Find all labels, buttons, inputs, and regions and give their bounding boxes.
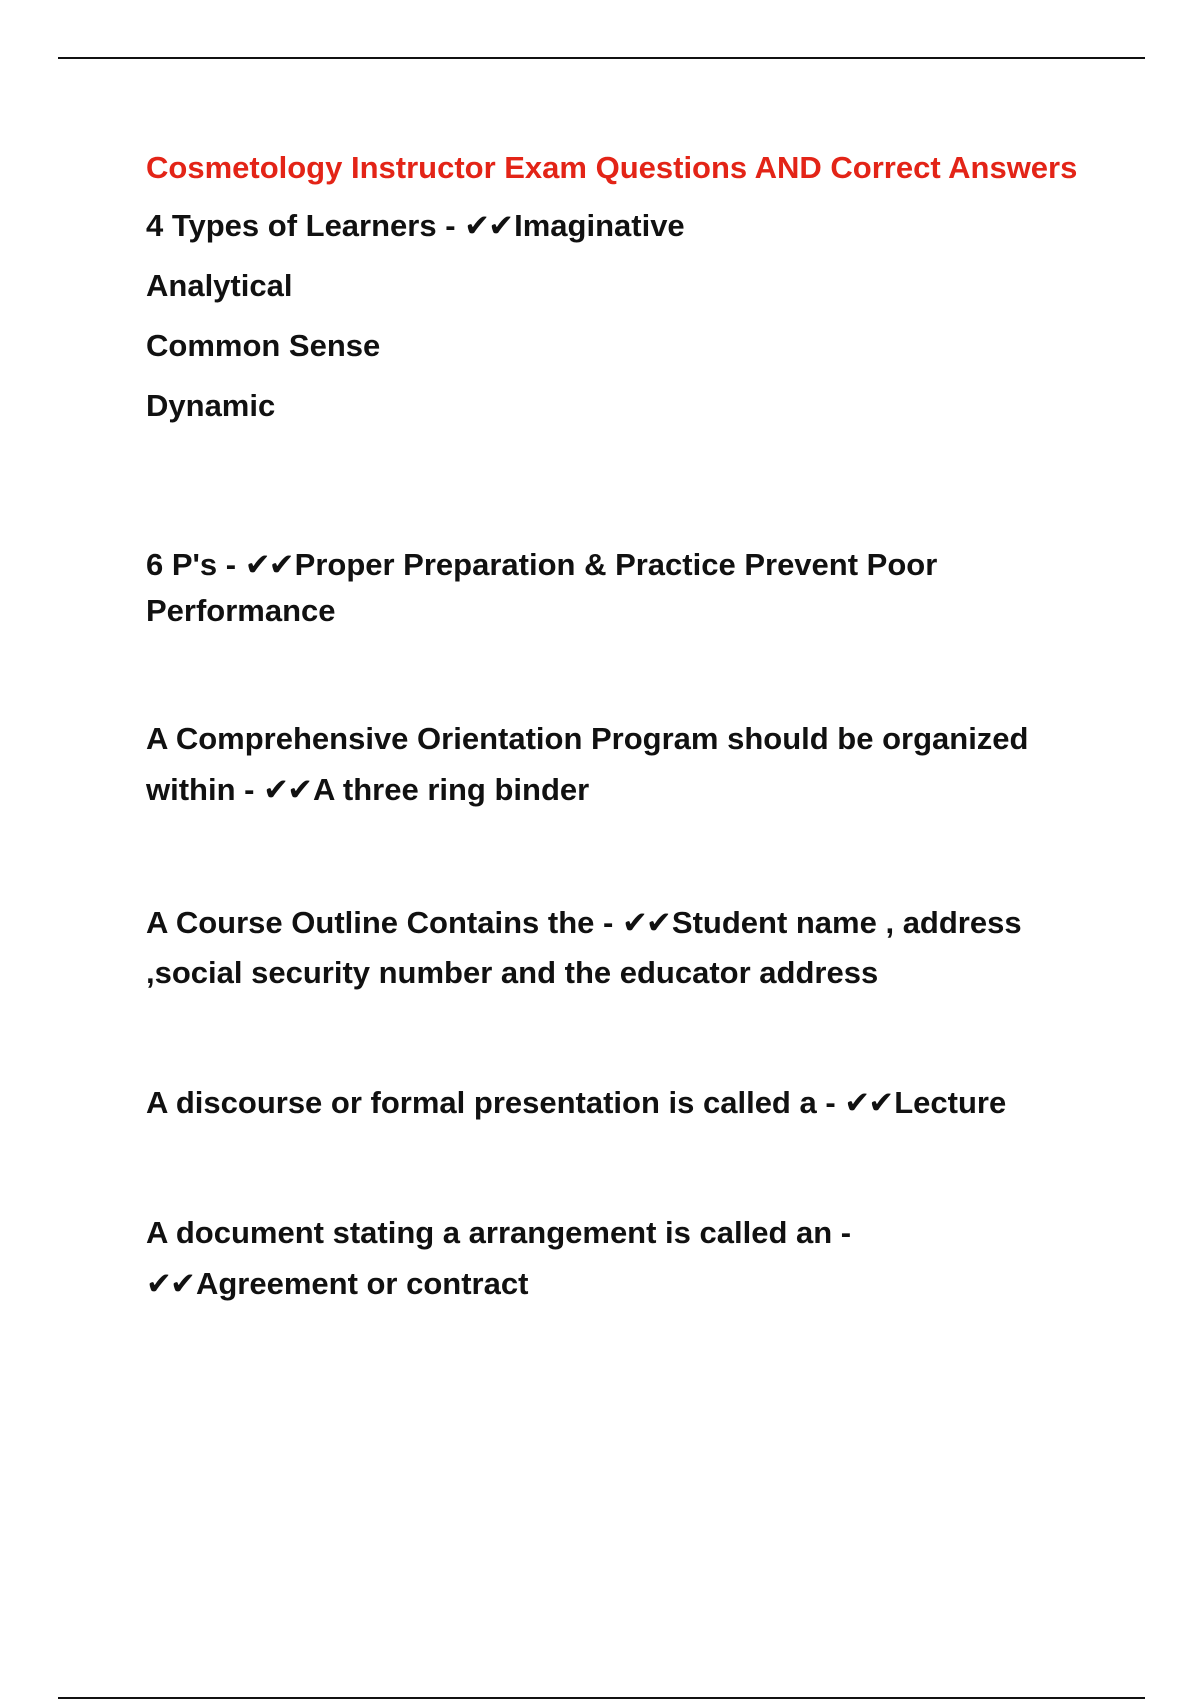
qa-line (146, 1258, 1076, 1310)
qa-item-course-outline (146, 898, 1076, 997)
qa-item-six-ps (146, 542, 1076, 634)
qa-line (146, 196, 1076, 256)
answer-line: Analytical (146, 268, 293, 303)
double-check-icon: ✔✔ (844, 1085, 893, 1121)
answer-line: ,social security number and the educator address (146, 955, 879, 990)
answer-line: Dynamic (146, 388, 276, 423)
qa-item-lecture (146, 1081, 1076, 1125)
answer-text: Proper Preparation & Practice Prevent Poor (294, 547, 938, 582)
answer-text: Student name , address (671, 905, 1022, 940)
document-title: Cosmetology Instructor Exam Questions AND Correct Answers (146, 150, 1078, 185)
top-rule (58, 57, 1145, 59)
qa-line (146, 1081, 1076, 1125)
question-text: A Course Outline Contains the - (146, 905, 622, 940)
qa-item-learner-types (146, 196, 1076, 436)
double-check-icon: ✔✔ (244, 547, 293, 583)
qa-line (146, 898, 1076, 948)
question-line: A document stating a arrangement is called an - (146, 1215, 852, 1250)
question-text: 4 Types of Learners - (146, 208, 465, 243)
answer-text: Lecture (894, 1085, 1007, 1120)
answer-line: Common Sense (146, 328, 381, 363)
double-check-icon: ✔✔ (464, 208, 513, 244)
question-line: A Comprehensive Orientation Program should be organized (146, 721, 1029, 756)
qa-item-agreement (146, 1207, 1076, 1310)
double-check-icon: ✔✔ (263, 772, 312, 808)
answer-text: Imaginative (514, 208, 685, 243)
qa-line (146, 542, 1076, 588)
question-text: 6 P's - (146, 547, 245, 582)
bottom-rule (58, 1697, 1145, 1699)
double-check-icon: ✔✔ (621, 905, 670, 941)
qa-line (146, 764, 1076, 816)
answer-text: Agreement or contract (195, 1266, 529, 1301)
answer-text: A three ring binder (313, 772, 590, 807)
double-check-icon: ✔✔ (146, 1266, 194, 1302)
qa-item-orientation-program (146, 713, 1076, 816)
question-text: within - (146, 772, 264, 807)
question-text: A discourse or formal presentation is called a - (146, 1085, 845, 1120)
answer-line: Performance (146, 593, 336, 628)
